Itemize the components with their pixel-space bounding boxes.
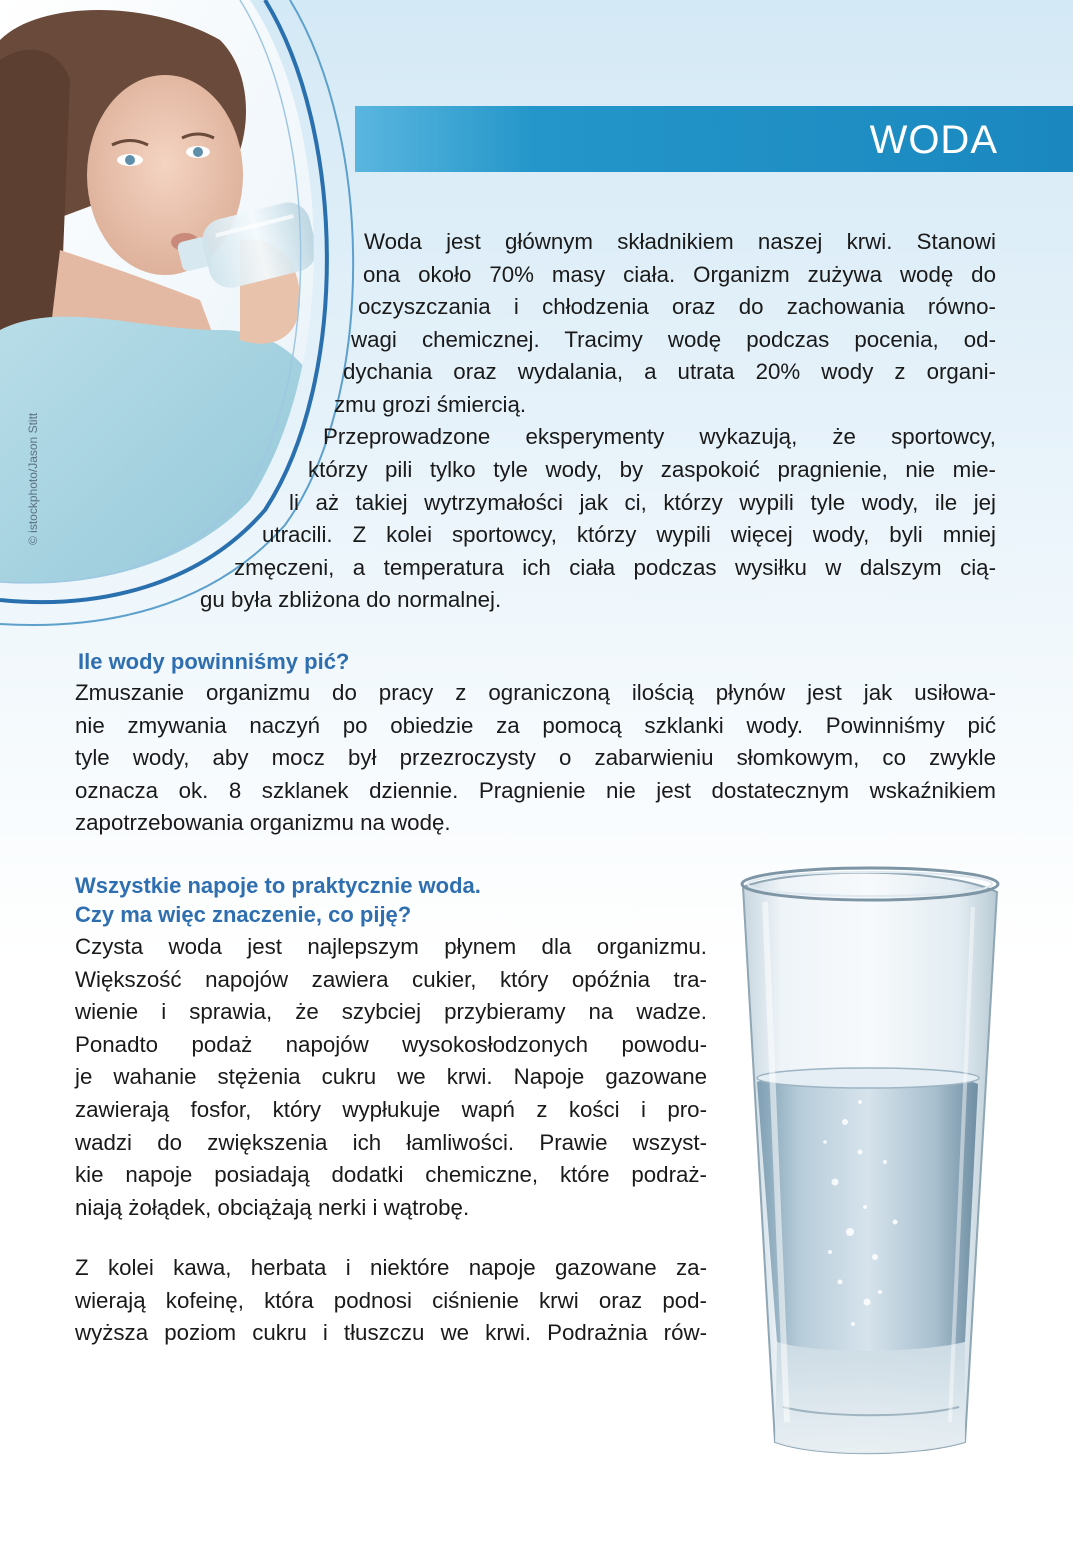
section2-line: niają żołądek, obciążają nerki i wątrobę. <box>75 1194 470 1220</box>
section2-line: Czysta woda jest najlepszym płynem dla organizmu. <box>75 934 707 959</box>
section2-line: wyższa poziom cukru i tłuszczu we krwi. Podrażnia rów- <box>75 1320 707 1346</box>
section1-line: Zmuszanie organizmu do pracy z ograniczoną ilością płynów jest jak usiłowa- <box>75 680 996 705</box>
intro-line: Woda jest głównym składnikiem naszej krwi. Stanowi <box>364 229 996 254</box>
intro-line: zmu grozi śmiercią. <box>334 392 527 417</box>
section2-line: wienie i sprawia, że szybciej przybieramy na wadze. <box>75 999 707 1025</box>
intro-line: utracili. Z kolei sportowcy, którzy wypili więcej wody, byli mniej <box>262 522 996 547</box>
section2-line: Z kolei kawa, herbata i niektóre napoje gazowane za- <box>75 1255 707 1280</box>
intro-line: którzy pili tylko tyle wody, by zaspokoić pragnienie, nie mie- <box>308 457 996 482</box>
title-bar <box>355 106 1073 172</box>
section2-paragraph <box>75 931 707 1224</box>
intro-line: zmęczeni, a temperatura ich ciała podczas wysiłku w dalszym cią- <box>234 555 996 580</box>
section2-paragraph-2 <box>75 1252 707 1350</box>
water-glass-image <box>735 862 1015 1462</box>
intro-line: dychania oraz wydalania, a utrata 20% wody z organi- <box>343 359 996 384</box>
section1-line: oznacza ok. 8 szklanek dziennie. Pragnienie nie jest dostatecznym wskaźnikiem <box>75 777 996 803</box>
section2-line: zawierają fosfor, który wypłukuje wapń z kości i pro- <box>75 1096 707 1122</box>
section2-line: Ponadto podaż napojów wysokosłodzonych powodu- <box>75 1031 707 1057</box>
section-heading-how-much-water: Ile wody powinniśmy pić? <box>78 649 350 674</box>
section2-line: Większość napojów zawiera cukier, który opóźnia tra- <box>75 966 707 992</box>
section2-line: wierają kofeinę, która podnosi ciśnienie krwi oraz pod- <box>75 1287 707 1313</box>
section2-line: kie napoje posiadają dodatki chemiczne, które podraż- <box>75 1162 707 1188</box>
intro-line: gu była zbliżona do normalnej. <box>200 587 502 612</box>
photo-credit: © istockphoto/Jason Stitt <box>26 412 40 545</box>
intro-line: Przeprowadzone eksperymenty wykazują, że sportowcy, <box>323 424 996 449</box>
intro-line: wagi chemicznej. Tracimy wodę podczas pocenia, od- <box>351 327 996 352</box>
intro-line: oczyszczania i chłodzenia oraz do zachowania równo- <box>358 294 996 319</box>
section2-heading-line: Czy ma więc znaczenie, co piję? <box>75 902 412 927</box>
section2-heading-line: Wszystkie napoje to praktycznie woda. <box>75 873 481 898</box>
intro-line: ona około 70% masy ciała. Organizm zużywa wodę do <box>363 262 996 287</box>
section1-line: tyle wody, aby mocz był przezroczysty o zabarwieniu słomkowym, co zwykle <box>75 745 996 771</box>
section2-line: wadzi do zwiększenia ich łamliwości. Prawie wszyst- <box>75 1129 707 1155</box>
page-title: WODA <box>869 118 998 162</box>
section-heading-drinks <box>75 871 481 929</box>
intro-line: li aż takiej wytrzymałości jak ci, którzy wypili tyle wody, ile jej <box>289 490 996 515</box>
section1-paragraph <box>75 677 996 840</box>
section1-line: nie zmywania naczyń po obiedzie za pomocą szklanki wody. Powinniśmy pić <box>75 712 996 738</box>
section2-line: je wahanie stężenia cukru we krwi. Napoje gazowane <box>75 1064 707 1090</box>
section1-line: zapotrzebowania organizmu na wodę. <box>75 810 451 836</box>
